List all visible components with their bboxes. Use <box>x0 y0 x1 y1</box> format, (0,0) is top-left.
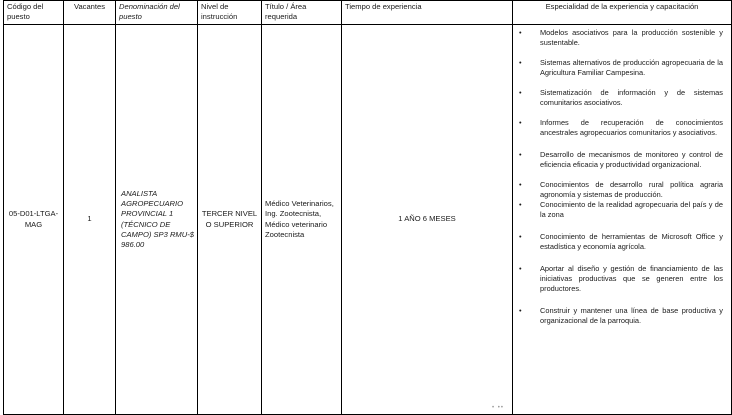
especialidad-item <box>519 232 723 252</box>
cell-vacantes: 1 <box>64 25 116 415</box>
bullet-icon: • <box>519 88 522 97</box>
especialidad-text: Desarrollo de mecanismos de monitoreo y control de eficiencia eficacia y productividad organizacional. <box>540 150 723 169</box>
job-requirements-table <box>3 0 732 415</box>
especialidad-item <box>519 118 723 138</box>
especialidad-list <box>519 28 723 326</box>
especialidad-text: Sistemas alternativos de producción agropecuaria de la Agricultura Familiar Campesina. <box>540 58 723 77</box>
cell-titulo: Médico Veterinarios, Ing. Zootecnista, Médico veterinario Zootecnista <box>262 25 342 415</box>
especialidad-item <box>519 200 723 220</box>
bullet-icon: • <box>519 200 522 209</box>
especialidad-text: Conocimientos de desarrollo rural política agraria agronomía y sistemas de producción. <box>540 180 723 199</box>
bullet-icon: • <box>519 306 522 315</box>
table-row <box>4 25 732 415</box>
especialidad-text: Conocimiento de la realidad agropecuaria del país y de la zona <box>540 200 723 219</box>
especialidad-text: Sistematización de información y de sistemas comunitarios asociativos. <box>540 88 723 107</box>
header-tiempo: Tiempo de experiencia <box>342 1 513 25</box>
bullet-icon: • <box>519 180 522 189</box>
header-denominacion: Denominación del puesto <box>116 1 198 25</box>
header-nivel: Nivel de instrucción <box>198 1 262 25</box>
bullet-icon: • <box>519 264 522 273</box>
especialidad-item <box>519 180 723 200</box>
bullet-icon: • <box>519 28 522 37</box>
header-codigo: Código del puesto <box>4 1 64 25</box>
job-table-sheet <box>3 0 731 409</box>
cell-codigo: 05-D01-LTGA-MAG <box>4 25 64 415</box>
cell-nivel: TERCER NIVEL O SUPERIOR <box>198 25 262 415</box>
bullet-icon: • <box>519 150 522 159</box>
especialidad-item <box>519 28 723 48</box>
especialidad-text: Conocimiento de herramientas de Microsoft Office y estadística y economía agrícola. <box>540 232 723 251</box>
especialidad-text: Aportar al diseño y gestión de financiamiento de las iniciativas productivas que se generen entre los productores. <box>540 264 723 293</box>
especialidad-item <box>519 150 723 170</box>
especialidad-item <box>519 88 723 108</box>
cell-tiempo: 1 AÑO 6 MESES <box>342 25 513 415</box>
especialidad-text: Informes de recuperación de conocimientos ancestrales agropecuarios comunitarios y asociativos. <box>540 118 723 137</box>
especialidad-item <box>519 306 723 326</box>
especialidad-item <box>519 264 723 294</box>
especialidad-text: Construir y mantener una línea de base productiva y organizacional de la parroquia. <box>540 306 723 325</box>
header-vacantes: Vacantes <box>64 1 116 25</box>
header-especialidad: Especialidad de la experiencia y capacitación <box>513 1 732 25</box>
table-header-row <box>4 1 732 25</box>
header-titulo: Título / Área requerida <box>262 1 342 25</box>
cell-especialidad <box>513 25 732 415</box>
especialidad-item <box>519 58 723 78</box>
page-mark: • •• <box>492 405 504 411</box>
bullet-icon: • <box>519 58 522 67</box>
bullet-icon: • <box>519 232 522 241</box>
especialidad-text: Modelos asociativos para la producción sostenible y sustentable. <box>540 28 723 47</box>
cell-denominacion: ANALISTA AGROPECUARIO PROVINCIAL 1 (TÉCNICO DE CAMPO) SP3 RMU-$ 986.00 <box>116 25 198 415</box>
bullet-icon: • <box>519 118 522 127</box>
